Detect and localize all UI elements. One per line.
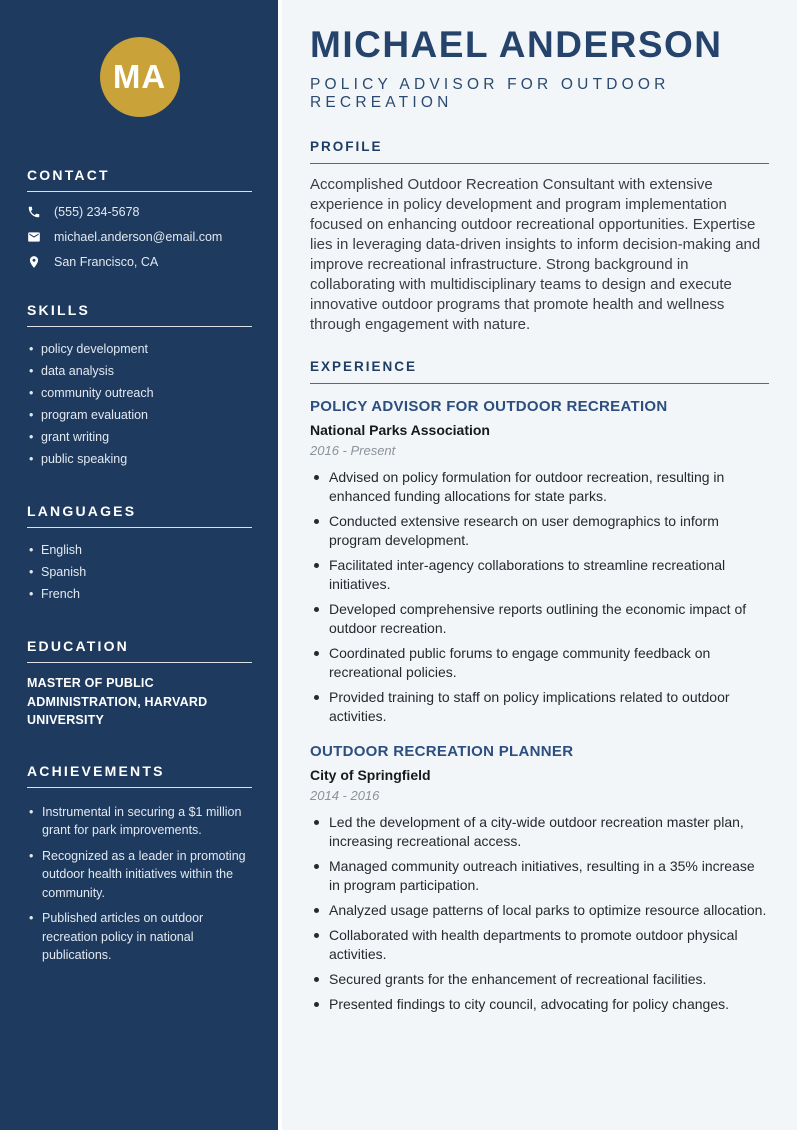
- job-entry: [310, 743, 769, 1014]
- achievements-list: [27, 803, 252, 965]
- job-dates: 2014 - 2016: [310, 787, 380, 803]
- skill-item: • grant writing: [27, 426, 252, 448]
- job-bullet: Facilitated inter-agency collaborations to streamline recreational initiatives.: [310, 556, 769, 594]
- job-bullet: Managed community outreach initiatives, resulting in a 35% increase in program participation.: [310, 857, 769, 895]
- education-heading: EDUCATION: [27, 638, 252, 663]
- education-section: [27, 638, 252, 730]
- job-role: OUTDOOR RECREATION PLANNER: [310, 742, 574, 760]
- education-degree: MASTER OF PUBLIC ADMINISTRATION, HARVARD UNIVERSITY: [27, 676, 208, 727]
- profile-text: Accomplished Outdoor Recreation Consultant with extensive experience in policy development and program implementation focused on enhancing outdoor recreational opportunities. Expertise lies in leveraging data-driven insights to inform decision-making and improve recreational infrastructure. Strong background in collaborating with multidisciplinary teams to design and execute innovative outdoor programs that promote health and wellness through engagement with nature.: [310, 175, 761, 333]
- job-bullet: Conducted extensive research on user demographics to inform program development.: [310, 512, 769, 550]
- avatar-initials: MA: [112, 58, 167, 95]
- main-content: [282, 0, 797, 1130]
- skills-section: [27, 302, 252, 470]
- contact-email-value: michael.anderson@email.com: [54, 230, 223, 244]
- job-bullet: Analyzed usage patterns of local parks to optimize resource allocation.: [310, 901, 769, 920]
- skill-item: • policy development: [27, 338, 252, 360]
- skills-list: [27, 338, 252, 470]
- job-bullet-list: [310, 813, 769, 1014]
- email-icon: [27, 230, 41, 244]
- achievement-item: • Published articles on outdoor recreation policy in national publications.: [27, 909, 252, 965]
- job-bullet-list: [310, 468, 769, 726]
- job-bullet: Presented findings to city council, advocating for policy changes.: [310, 995, 769, 1014]
- language-item: • Spanish: [27, 561, 252, 583]
- job-entry: [310, 398, 769, 726]
- skills-heading: SKILLS: [27, 302, 252, 327]
- skill-item: • program evaluation: [27, 404, 252, 426]
- contact-list: [27, 205, 252, 269]
- location-icon: [27, 255, 41, 269]
- language-item: • French: [27, 583, 252, 605]
- contact-email-row: [27, 230, 252, 244]
- contact-phone-row: [27, 205, 252, 219]
- contact-location-value: San Francisco, CA: [54, 255, 159, 269]
- skill-item: • data analysis: [27, 360, 252, 382]
- job-company: National Parks Association: [310, 421, 490, 438]
- contact-phone-value: (555) 234-5678: [54, 205, 140, 219]
- job-company: City of Springfield: [310, 766, 431, 783]
- phone-icon: [27, 205, 41, 219]
- job-bullet: Collaborated with health departments to promote outdoor physical activities.: [310, 926, 769, 964]
- skill-item: • public speaking: [27, 448, 252, 470]
- profile-heading: PROFILE: [310, 139, 769, 164]
- avatar: [100, 37, 180, 117]
- skill-item: • community outreach: [27, 382, 252, 404]
- job-bullet: Advised on policy formulation for outdoor recreation, resulting in enhanced funding allocations for state parks.: [310, 468, 769, 506]
- person-name: MICHAEL ANDERSON: [310, 24, 723, 65]
- contact-section: [27, 167, 252, 269]
- experience-heading: EXPERIENCE: [310, 359, 769, 384]
- job-bullet: Provided training to staff on policy implications related to outdoor activities.: [310, 688, 769, 726]
- sidebar: [0, 0, 278, 1130]
- achievement-item: • Instrumental in securing a $1 million grant for park improvements.: [27, 803, 252, 840]
- languages-section: [27, 503, 252, 605]
- job-dates: 2016 - Present: [310, 442, 396, 458]
- languages-heading: LANGUAGES: [27, 503, 252, 528]
- languages-list: [27, 539, 252, 605]
- job-bullet: Coordinated public forums to engage community feedback on recreational policies.: [310, 644, 769, 682]
- achievements-heading: ACHIEVEMENTS: [27, 763, 252, 788]
- job-role: POLICY ADVISOR FOR OUTDOOR RECREATION: [310, 397, 668, 415]
- profile-section: [310, 139, 769, 335]
- job-bullet: Led the development of a city-wide outdoor recreation master plan, increasing recreational access.: [310, 813, 769, 851]
- experience-section: [310, 359, 769, 1014]
- avatar-container: [27, 37, 252, 117]
- contact-location-row: [27, 255, 252, 269]
- achievement-item: • Recognized as a leader in promoting outdoor health initiatives within the community.: [27, 847, 252, 903]
- achievements-section: [27, 763, 252, 965]
- language-item: • English: [27, 539, 252, 561]
- job-bullet: Secured grants for the enhancement of recreational facilities.: [310, 970, 769, 989]
- contact-heading: CONTACT: [27, 167, 252, 192]
- job-bullet: Developed comprehensive reports outlining the economic impact of outdoor recreation.: [310, 600, 769, 638]
- person-title: POLICY ADVISOR FOR OUTDOOR RECREATION: [310, 75, 670, 111]
